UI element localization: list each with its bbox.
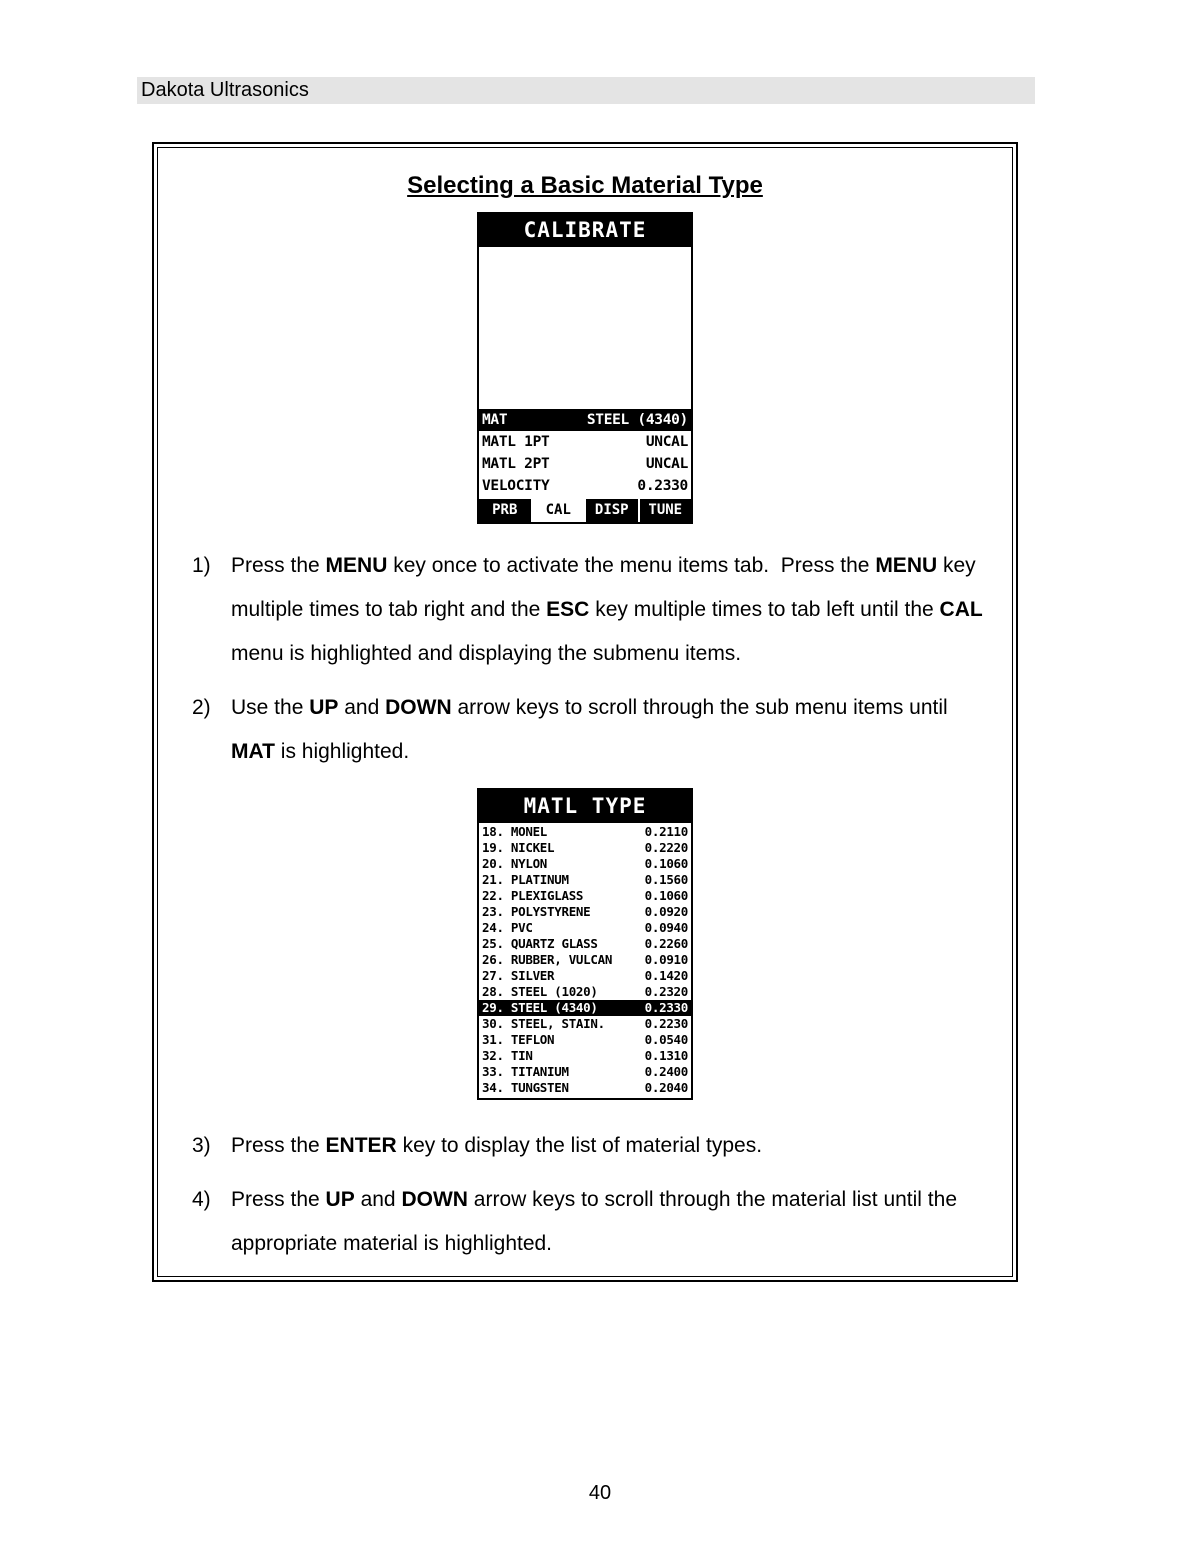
text-segment: arrow keys to scroll through the material list until the appropriate material is highlighted.	[231, 1188, 963, 1255]
text-segment: is highlighted.	[274, 740, 410, 763]
text-segment: arrow keys to scroll through the sub menu items until	[451, 696, 954, 719]
instruction-step-3	[192, 1124, 992, 1168]
material-velocity: 0.0920	[644, 904, 688, 919]
document-header-bar	[137, 77, 1035, 104]
instruction-text	[231, 1178, 986, 1266]
material-velocity: 0.1310	[644, 1048, 688, 1063]
material-name: 30. STEEL, STAIN.	[482, 1016, 605, 1031]
material-name: 27. SILVER	[482, 968, 555, 983]
instruction-text	[231, 1124, 986, 1168]
material-list-row	[479, 1032, 691, 1048]
text-segment: key multiple times to tab left until the	[589, 598, 940, 621]
material-list-row	[479, 872, 691, 888]
material-name: 19. NICKEL	[482, 840, 555, 855]
key-name: MENU	[325, 554, 388, 577]
material-velocity: 0.2220	[644, 840, 688, 855]
material-velocity: 0.2230	[644, 1016, 688, 1031]
material-name: 32. TIN	[482, 1048, 533, 1063]
content-box	[152, 142, 1018, 1282]
material-velocity: 0.2400	[644, 1064, 688, 1079]
key-name: MAT	[231, 740, 275, 763]
instruction-step-1	[192, 544, 992, 676]
material-list-row	[479, 952, 691, 968]
matl-type-screen	[477, 788, 693, 1100]
menu-row-label: MATL 2PT	[482, 456, 550, 472]
material-velocity: 0.0910	[644, 952, 688, 967]
material-name: 24. PVC	[482, 920, 533, 935]
menu-row-value: STEEL (4340)	[586, 412, 688, 428]
material-list-row	[479, 1064, 691, 1080]
instruction-step-4	[192, 1178, 992, 1266]
material-name: 25. QUARTZ GLASS	[482, 936, 598, 951]
material-velocity: 0.0940	[644, 920, 688, 935]
material-name: 29. STEEL (4340)	[482, 1000, 598, 1015]
menu-row-value: UNCAL	[645, 434, 688, 450]
material-list-row	[479, 904, 691, 920]
key-name: DOWN	[401, 1188, 468, 1211]
material-list-row	[479, 824, 691, 840]
instruction-text	[231, 544, 989, 676]
text-segment: Use the	[231, 696, 310, 719]
material-name: 20. NYLON	[482, 856, 548, 871]
material-name: 18. MONEL	[482, 824, 548, 839]
document-header-text: Dakota Ultrasonics	[141, 79, 309, 101]
text-segment: Press the	[231, 1188, 326, 1211]
menu-row-matl-2pt	[479, 453, 691, 475]
text-segment: and	[354, 1188, 402, 1211]
tab-cal: CAL	[533, 499, 585, 522]
material-name: 31. TEFLON	[482, 1032, 555, 1047]
material-list-row	[479, 1016, 691, 1032]
menu-row-value: UNCAL	[645, 456, 688, 472]
instruction-number: 1)	[192, 554, 211, 577]
material-name: 23. POLYSTYRENE	[482, 904, 591, 919]
material-velocity: 0.2330	[644, 1000, 688, 1015]
material-list-row	[479, 1080, 691, 1096]
tab-disp: DISP	[586, 499, 638, 522]
text-segment: key to display the list of material types.	[396, 1134, 763, 1157]
function-tab-bar	[479, 499, 691, 522]
calibrate-screen-title: CALIBRATE	[479, 214, 691, 247]
material-list-row	[479, 968, 691, 984]
material-list-row	[479, 840, 691, 856]
instruction-number: 4)	[192, 1188, 211, 1211]
key-name: UP	[309, 696, 339, 719]
key-name: MENU	[875, 554, 938, 577]
text-segment: and	[338, 696, 386, 719]
material-name: 33. TITANIUM	[482, 1064, 569, 1079]
calibrate-menu	[479, 409, 691, 497]
material-list-row	[479, 1048, 691, 1064]
content-box-inner	[157, 147, 1013, 1277]
material-list-row	[479, 920, 691, 936]
menu-row-matl-1pt	[479, 431, 691, 453]
material-velocity: 0.1060	[644, 856, 688, 871]
key-name: CAL	[939, 598, 983, 621]
material-name: 22. PLEXIGLASS	[482, 888, 584, 903]
material-velocity: 0.2040	[644, 1080, 688, 1095]
section-title: Selecting a Basic Material Type	[407, 172, 763, 199]
material-name: 34. TUNGSTEN	[482, 1080, 569, 1095]
tab-prb: PRB	[479, 499, 531, 522]
material-list-row	[479, 936, 691, 952]
text-segment: Press the	[231, 554, 326, 577]
material-velocity: 0.2110	[644, 824, 688, 839]
material-velocity: 0.1560	[644, 872, 688, 887]
material-velocity: 0.2320	[644, 984, 688, 999]
key-name: ESC	[546, 598, 590, 621]
material-list-row	[479, 888, 691, 904]
key-name: DOWN	[385, 696, 452, 719]
material-name: 26. RUBBER, VULCAN	[482, 952, 613, 967]
instruction-step-2	[192, 686, 992, 774]
key-name: UP	[325, 1188, 355, 1211]
material-velocity: 0.1420	[644, 968, 688, 983]
menu-row-label: VELOCITY	[482, 478, 550, 494]
material-list	[479, 823, 691, 1098]
key-name: ENTER	[325, 1134, 397, 1157]
menu-row-velocity	[479, 475, 691, 497]
material-list-row	[479, 1000, 691, 1016]
menu-row-value: 0.2330	[637, 478, 688, 494]
page-number: 40	[588, 1482, 612, 1504]
text-segment: menu is highlighted and displaying the submenu items.	[231, 598, 989, 665]
material-velocity: 0.2260	[644, 936, 688, 951]
instruction-text	[231, 686, 986, 774]
text-segment: key multiple times to tab right and the	[231, 554, 982, 621]
material-list-row	[479, 856, 691, 872]
text-segment: key once to activate the menu items tab. Press the	[387, 554, 876, 577]
material-name: 28. STEEL (1020)	[482, 984, 598, 999]
calibrate-screen	[477, 212, 693, 524]
matl-type-screen-title: MATL TYPE	[479, 790, 691, 823]
calibrate-screen-blank-area	[479, 247, 691, 409]
material-name: 21. PLATINUM	[482, 872, 569, 887]
text-segment: Press the	[231, 1134, 326, 1157]
instruction-number: 3)	[192, 1134, 211, 1157]
menu-row-label: MATL 1PT	[482, 434, 550, 450]
material-velocity: 0.1060	[644, 888, 688, 903]
instruction-number: 2)	[192, 696, 211, 719]
menu-row-mat	[479, 409, 691, 431]
material-list-row	[479, 984, 691, 1000]
menu-row-label: MAT	[482, 412, 508, 428]
tab-tune: TUNE	[640, 499, 692, 522]
material-velocity: 0.0540	[644, 1032, 688, 1047]
